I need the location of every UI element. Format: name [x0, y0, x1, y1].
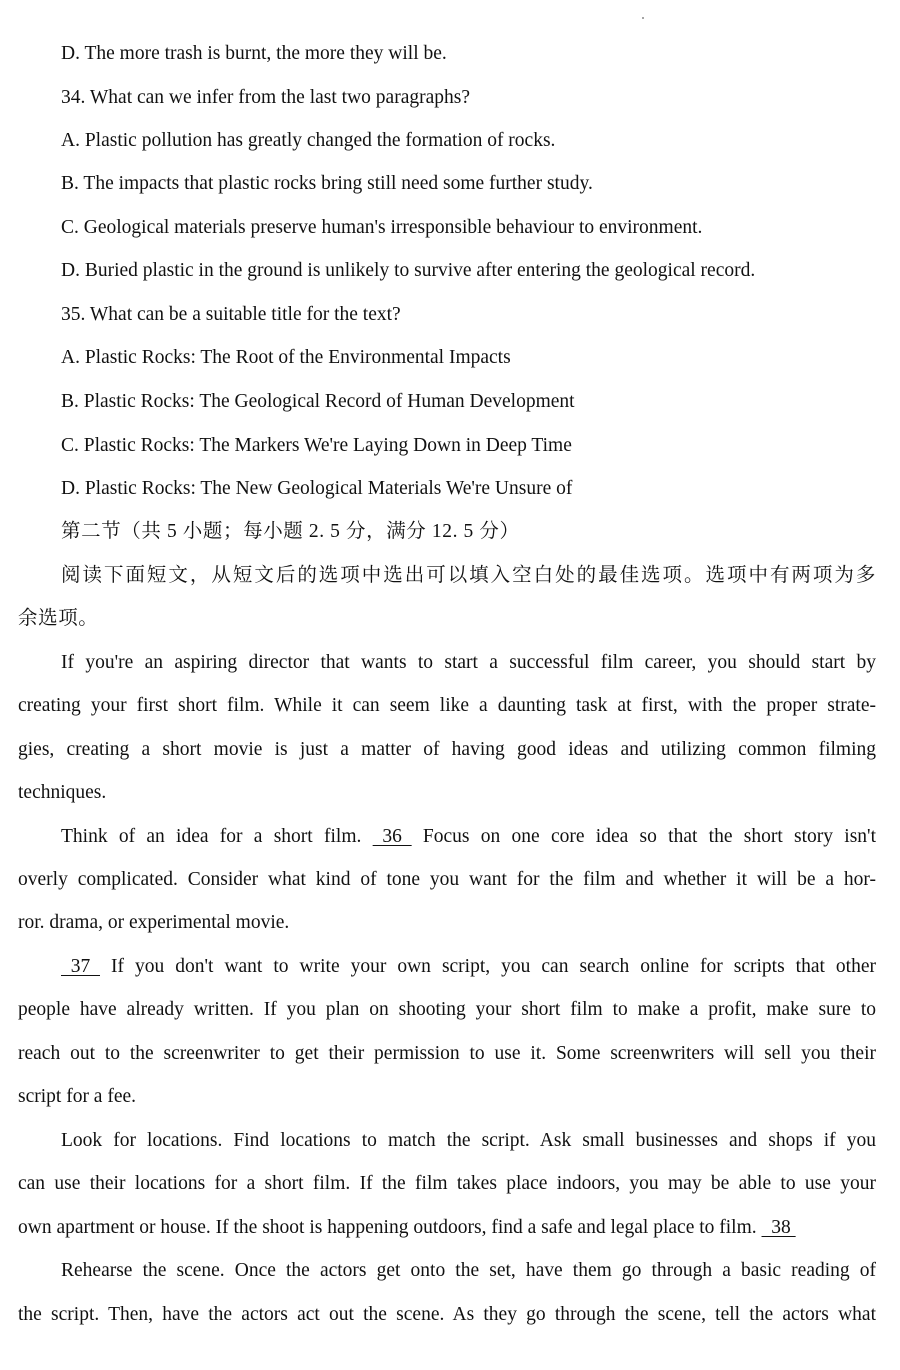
- passage-p1-line3: gies, creating a short movie is just a matter of having good ideas and utilizing common filming: [18, 739, 876, 760]
- passage-p3-line3: reach out to the screenwriter to get their permission to use it. Some screenwriters will sell you their: [18, 1043, 876, 1064]
- blank-38: 38: [761, 1217, 796, 1238]
- q35-option-b: B. Plastic Rocks: The Geological Record of Human Development: [61, 391, 575, 412]
- passage-p2-line1: [61, 825, 876, 849]
- passage-p2-text-after-blank: Focus on one core idea so that the short story isn't: [411, 826, 876, 847]
- passage-p3-line4: script for a fee.: [18, 1086, 137, 1107]
- passage-p2-line2: overly complicated. Consider what kind of tone you want for the film and whether it will be a hor-: [18, 869, 876, 890]
- section2-instruction-line1: 阅读下面短文，从短文后的选项中选出可以填入空白处的最佳选项。选项中有两项为多: [61, 565, 876, 586]
- passage-p1-line2: creating your first short film. While it can seem like a daunting task at first, with the proper strate-: [18, 695, 876, 716]
- passage-p1-line4: techniques.: [18, 782, 107, 803]
- passage-p3-line2: people have already written. If you plan on shooting your short film to make a profit, make sure to: [18, 999, 876, 1020]
- passage-p3-text-after-blank: If you don't want to write your own script, you can search online for scripts that other: [100, 956, 876, 977]
- passage-p3-line1: [61, 955, 876, 979]
- q33-option-d: D. The more trash is burnt, the more they will be.: [61, 43, 447, 64]
- q35-option-a: A. Plastic Rocks: The Root of the Environmental Impacts: [61, 347, 511, 368]
- scan-speck: [642, 17, 644, 19]
- q35-question: 35. What can be a suitable title for the text?: [61, 304, 401, 325]
- passage-p4-text-before-blank: own apartment or house. If the shoot is happening outdoors, find a safe and legal place to film.: [18, 1217, 762, 1238]
- blank-36: 36: [372, 826, 412, 847]
- passage-p2-text-before-blank: Think of an idea for a short film.: [61, 826, 373, 847]
- passage-p5-line1: Rehearse the scene. Once the actors get onto the set, have them go through a basic reading of: [61, 1260, 876, 1281]
- q35-option-d: D. Plastic Rocks: The New Geological Materials We're Unsure of: [61, 478, 573, 499]
- passage-p4-line2: can use their locations for a short film. If the film takes place indoors, you may be able to use your: [18, 1173, 876, 1194]
- q34-option-b: B. The impacts that plastic rocks bring still need some further study.: [61, 173, 593, 194]
- q34-option-c: C. Geological materials preserve human's irresponsible behaviour to environment.: [61, 217, 703, 238]
- passage-p1-line1: If you're an aspiring director that wants to start a successful film career, you should start by: [61, 652, 876, 673]
- passage-p2-line3: ror. drama, or experimental movie.: [18, 912, 290, 933]
- passage-p5-line2: the script. Then, have the actors act out the scene. As they go through the scene, tell the actors what: [18, 1304, 876, 1325]
- passage-p4-line3: [18, 1216, 796, 1240]
- q34-question: 34. What can we infer from the last two paragraphs?: [61, 87, 470, 108]
- q34-option-d: D. Buried plastic in the ground is unlikely to survive after entering the geological record.: [61, 260, 756, 281]
- q35-option-c: C. Plastic Rocks: The Markers We're Laying Down in Deep Time: [61, 435, 572, 456]
- q34-option-a: A. Plastic pollution has greatly changed the formation of rocks.: [61, 130, 556, 151]
- blank-37: 37: [61, 956, 100, 977]
- section2-heading: 第二节（共 5 小题；每小题 2. 5 分，满分 12. 5 分）: [61, 521, 520, 542]
- passage-p4-line1: Look for locations. Find locations to match the script. Ask small businesses and shops if you: [61, 1130, 876, 1151]
- section2-instruction-line2: 余选项。: [18, 608, 99, 629]
